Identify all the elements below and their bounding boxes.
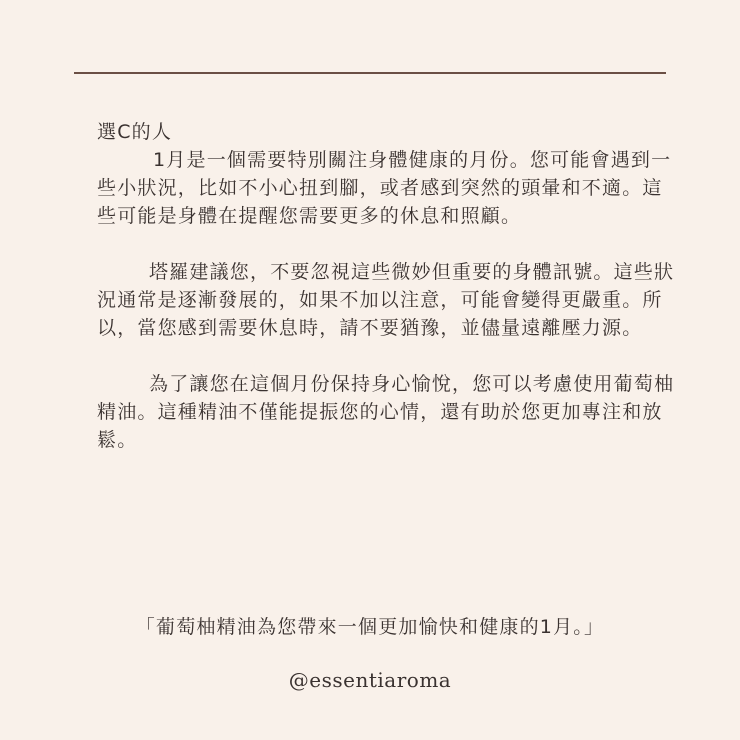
paragraph-3: 為了讓您在這個月份保持身心愉悅，您可以考慮使用葡萄柚精油。這種精油不僅能提振您的心情，還有助於您更加專注和放鬆。 <box>97 373 675 451</box>
top-divider <box>74 72 666 74</box>
paragraph-2: 塔羅建議您，不要忽視這些微妙但重要的身體訊號。這些狀況通常是逐漸發展的，如果不加以注意，可能會變得更嚴重。所以，當您感到需要休息時，請不要猶豫，並儘量遠離壓力源。 <box>97 261 675 339</box>
section-heading: 選C的人 <box>97 121 173 143</box>
account-handle: @essentiaroma <box>288 668 452 692</box>
main-text <box>97 118 677 482</box>
paragraph-1: 1月是一個需要特別關注身體健康的月份。您可能會遇到一些小狀況，比如不小心扭到腳，或者感到突然的頭暈和不適。這些可能是身體在提醒您需要更多的休息和照顧。 <box>97 149 672 227</box>
closing-quote: 「葡萄柚精油為您帶來一個更加愉快和健康的1月。」 <box>135 616 605 638</box>
